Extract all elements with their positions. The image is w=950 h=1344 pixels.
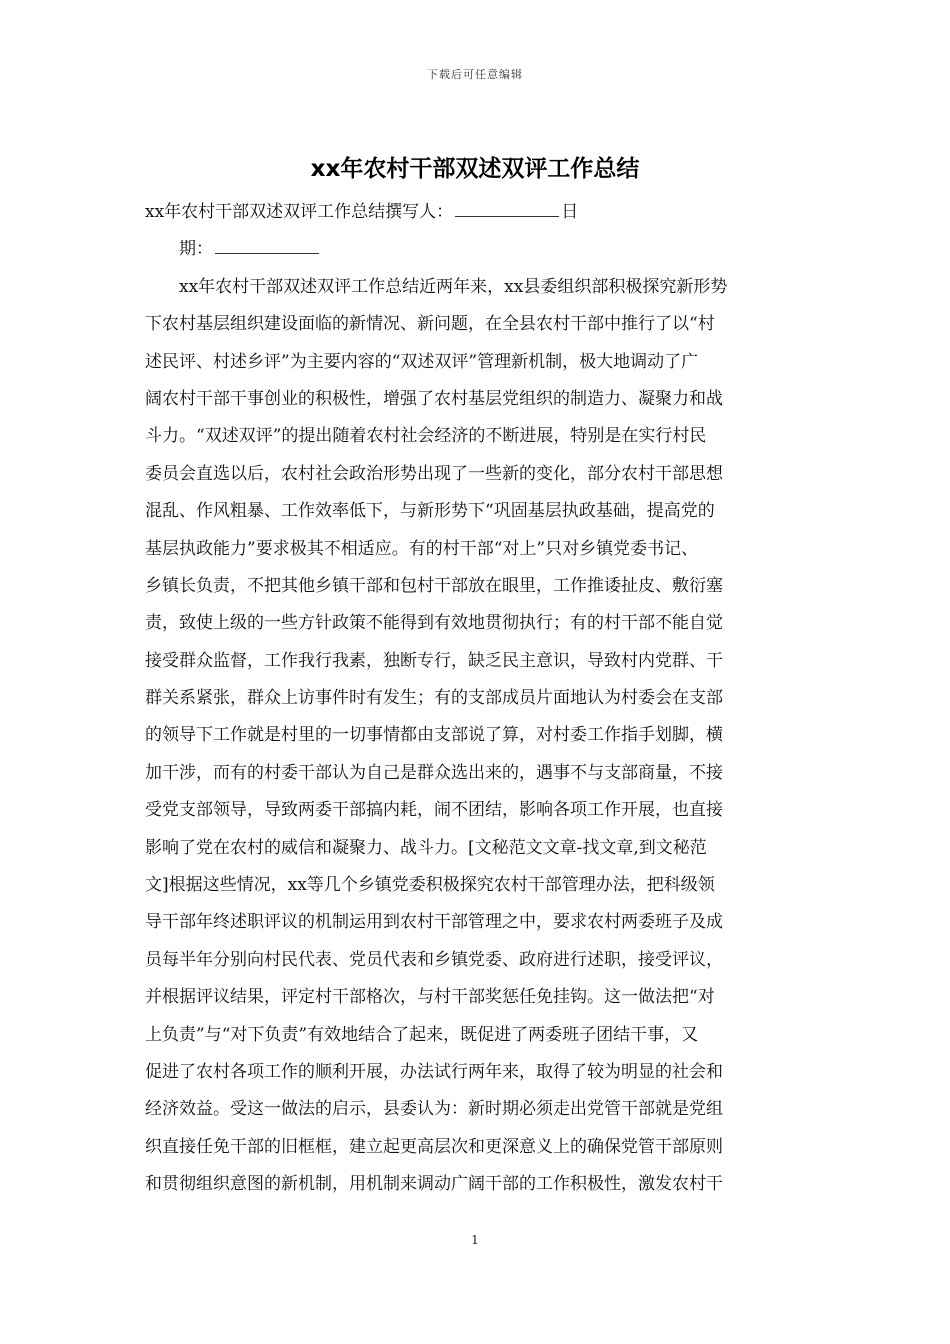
body-line: 影响了党在农村的威信和凝聚力、战斗力。[文秘范文文章-找文章,到文秘范	[145, 837, 707, 858]
body-paragraph	[145, 273, 809, 1198]
body-line: 上负责”与“对下负责”有效地结合了起来，既促进了两委班子团结干事，又	[145, 1024, 699, 1045]
body-line: 述民评、村述乡评”为主要内容的“双述双评”管理新机制，极大地调动了广	[145, 351, 699, 372]
body-line: 接受群众监督，工作我行我素，独断专行，缺乏民主意识，导致村内党群、干	[145, 650, 723, 671]
body-line: 阔农村干部干事创业的积极性，增强了农村基层党组织的制造力、凝聚力和战	[145, 388, 723, 409]
date-blank	[215, 235, 319, 254]
body-line: 和贯彻组织意图的新机制，用机制来调动广阔干部的工作积极性，激发农村干	[145, 1174, 723, 1195]
document-body	[145, 198, 809, 1208]
body-line: 乡镇长负责，不把其他乡镇干部和包村干部放在眼里，工作推诿扯皮、敷衍塞	[145, 575, 723, 596]
body-line: 下农村基层组织建设面临的新情况、新问题，在全县农村干部中推行了以“村	[145, 314, 715, 335]
date-label-part1: 日	[561, 202, 579, 222]
body-line: 受党支部领导，导致两委干部搞内耗，闹不团结，影响各项工作开展，也直接	[145, 800, 723, 821]
body-line: 促进了农村各项工作的顺利开展，办法试行两年来，取得了较为明显的社会和	[145, 1061, 723, 1082]
body-line: 加干涉，而有的村委干部认为自己是群众选出来的，遇事不与支部商量，不接	[145, 762, 723, 783]
body-line: 责，致使上级的一些方针政策不能得到有效地贯彻执行；有的村干部不能自觉	[145, 613, 723, 634]
author-blank	[455, 198, 559, 217]
body-line: 混乱、作风粗暴、工作效率低下，与新形势下“巩固基层执政基础，提高党的	[145, 501, 715, 522]
body-line: xx年农村干部双述双评工作总结近两年来，xx县委组织部积极探究新形势	[179, 276, 728, 297]
author-line	[145, 198, 809, 226]
body-line: 群关系紧张，群众上访事件时有发生；有的支部成员片面地认为村委会在支部	[145, 688, 723, 709]
body-line: 委员会直选以后，农村社会政治形势出现了一些新的变化，部分农村干部思想	[145, 463, 723, 484]
body-line: 织直接任免干部的旧框框，建立起更高层次和更深意义上的确保党管干部原则	[145, 1136, 723, 1157]
author-label: xx年农村干部双述双评工作总结撰写人：	[145, 202, 454, 222]
body-line: 文]根据这些情况，xx等几个乡镇党委积极探究农村干部管理办法，把科级领	[145, 875, 715, 896]
date-line	[145, 235, 809, 263]
body-line: 导干部年终述职评议的机制运用到农村干部管理之中，要求农村两委班子及成	[145, 912, 723, 933]
body-line: 经济效益。受这一做法的启示，县委认为：新时期必须走出党管干部就是党组	[145, 1099, 723, 1120]
body-line: 并根据评议结果，评定村干部格次，与村干部奖惩任免挂钩。这一做法把“对	[145, 987, 715, 1008]
body-line: 基层执政能力”要求极其不相适应。有的村干部“对上”只对乡镇党委书记、	[145, 538, 699, 559]
header-note: 下载后可任意编辑	[427, 68, 523, 81]
page-number: 1	[471, 1233, 479, 1247]
document-title: xx年农村干部双述双评工作总结	[310, 156, 640, 182]
date-label-part2: 期：	[179, 239, 213, 260]
body-line: 员每半年分别向村民代表、党员代表和乡镇党委、政府进行述职，接受评议，	[145, 949, 723, 970]
body-line: 的领导下工作就是村里的一切事情都由支部说了算，对村委工作指手划脚，横	[145, 725, 723, 746]
body-line: 斗力。“双述双评”的提出随着农村社会经济的不断进展，特别是在实行村民	[145, 426, 707, 447]
